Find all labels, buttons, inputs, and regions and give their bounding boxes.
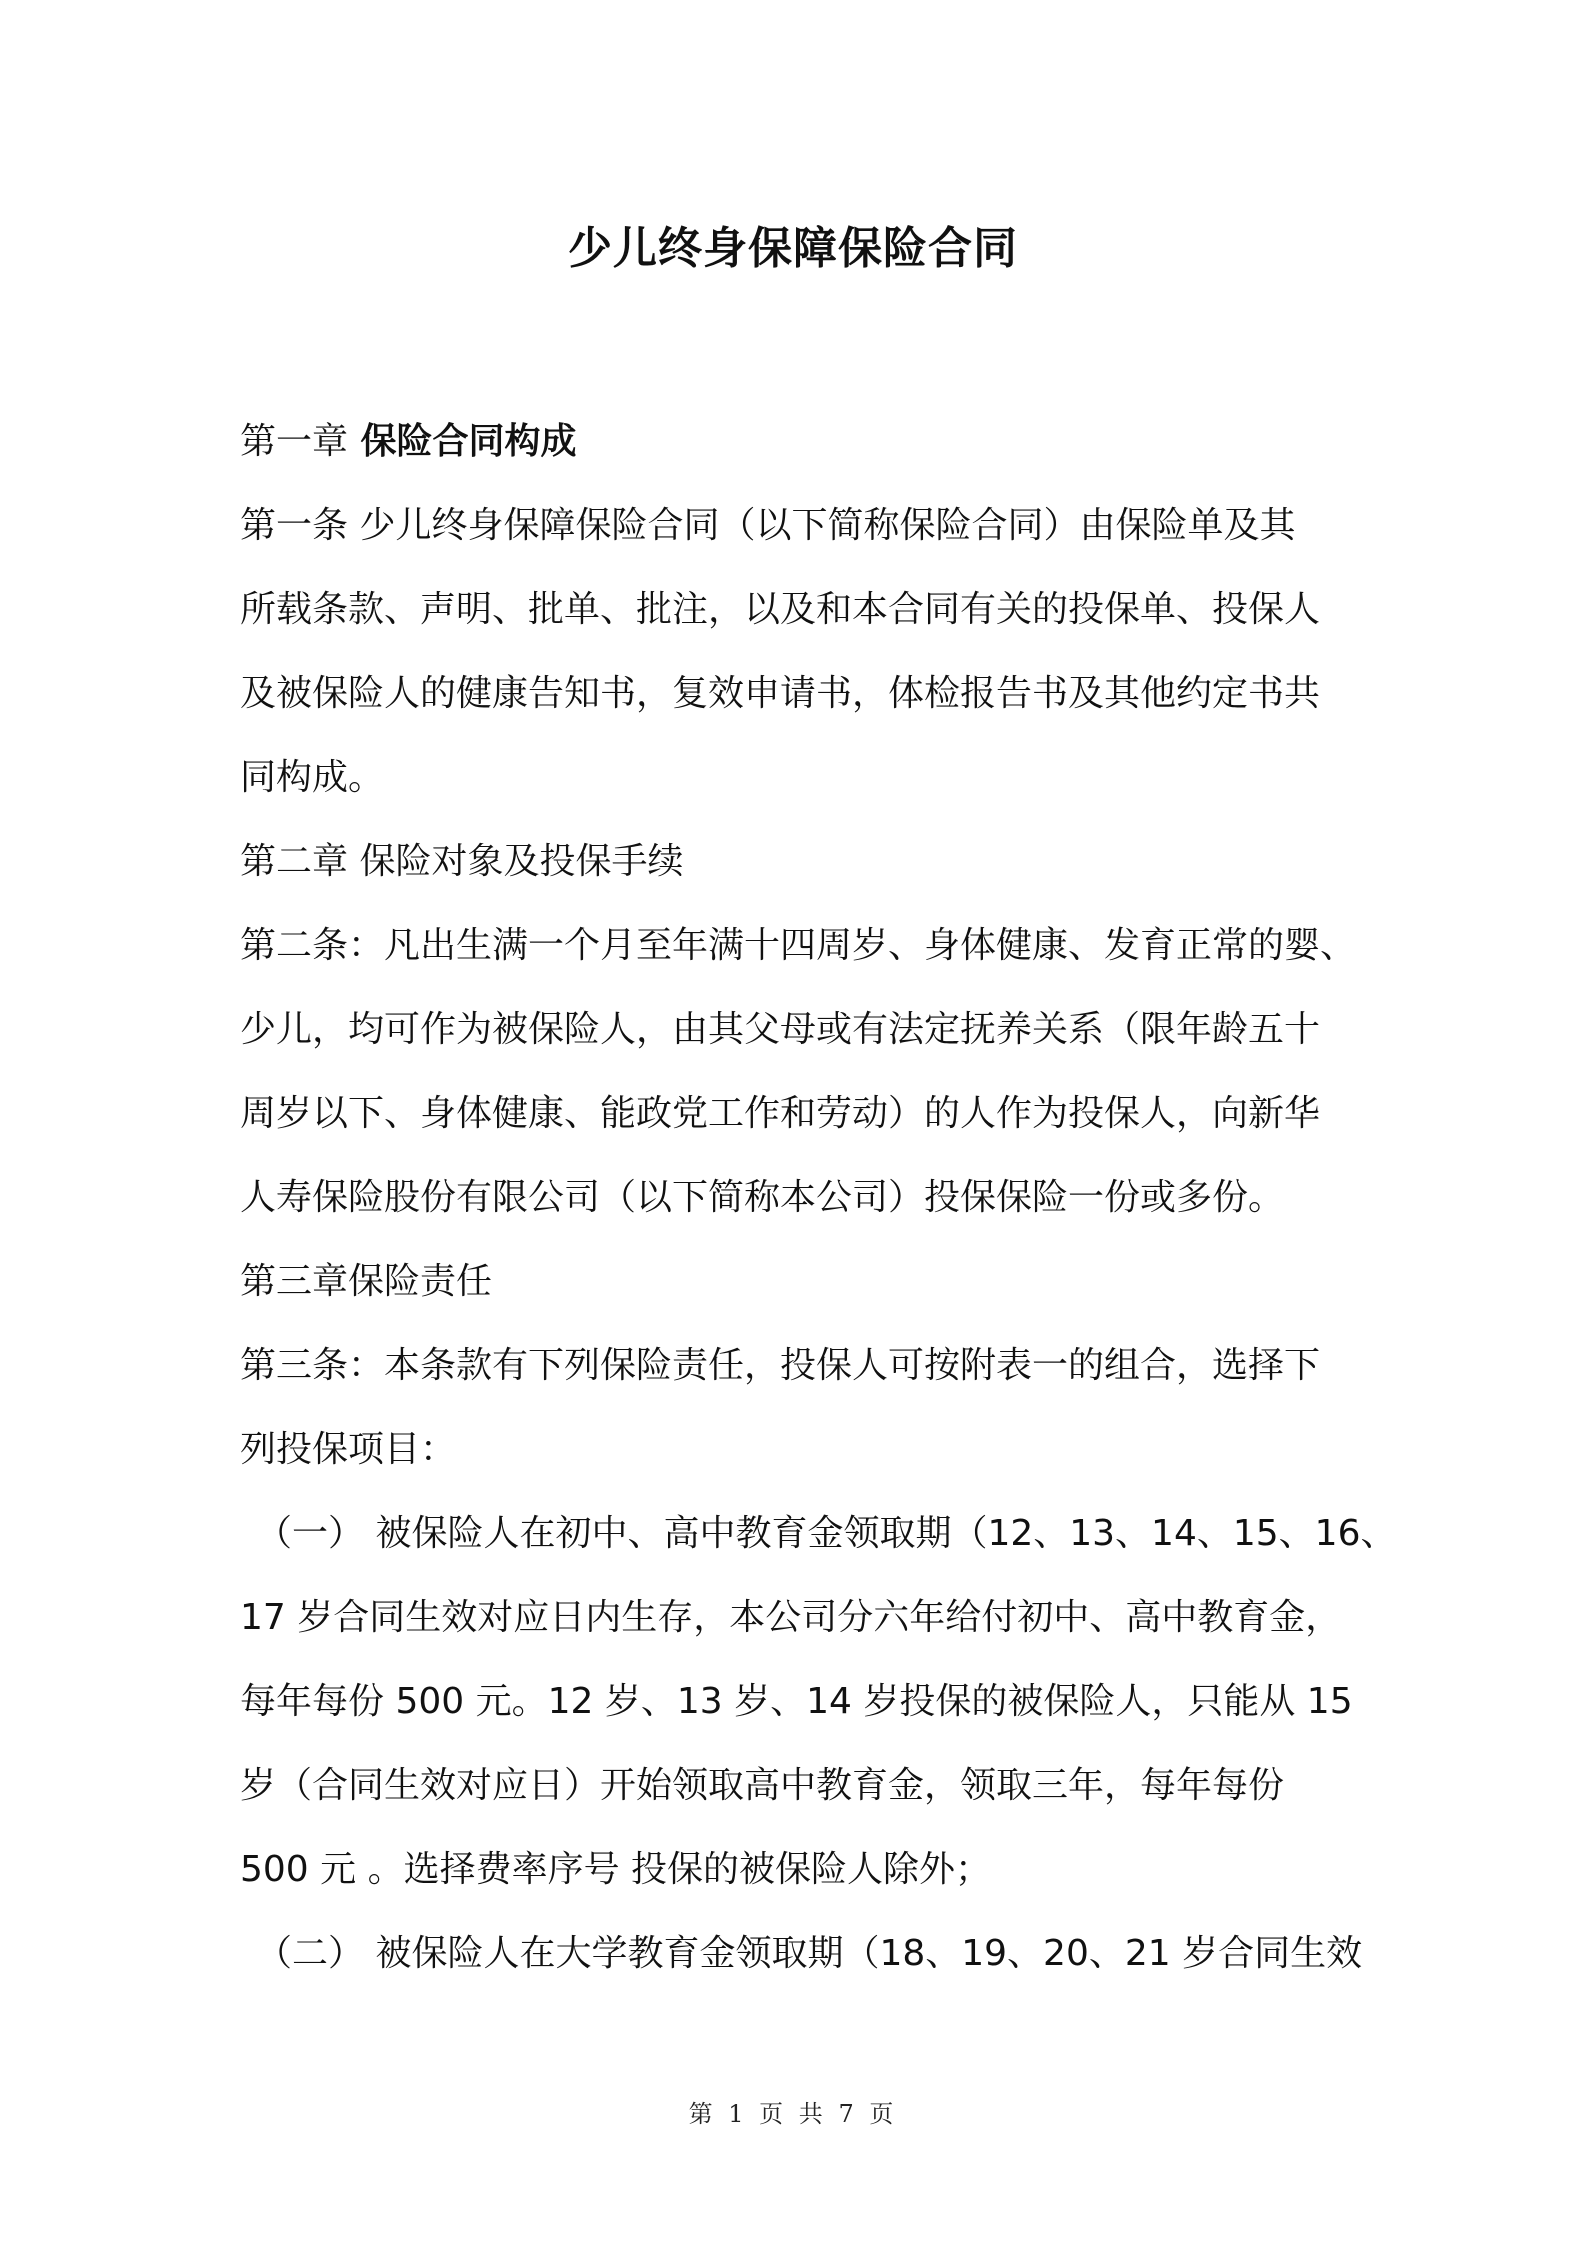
article-1-line-2: 所载条款、声明、批单、批注，以及和本合同有关的投保单、投保人 bbox=[240, 589, 1321, 630]
chapter-1-heading bbox=[240, 400, 1360, 484]
article-1-line-4: 同构成。 bbox=[240, 757, 385, 798]
item-2-line-1: （二） 被保险人在大学教育金领取期（18、19、20、21 岁合同生效 bbox=[256, 1933, 1363, 1974]
article-1-line-1 bbox=[240, 484, 1360, 568]
document-body bbox=[240, 400, 1397, 1996]
article-2-line-3: 周岁以下、身体健康、能政党工作和劳动）的人作为投保人，向新华 bbox=[240, 1093, 1321, 1134]
article-1-text: 少儿终身保障保险合同（以下简称保险合同）由保险单及其 bbox=[348, 505, 1296, 546]
article-1-label: 第一条 bbox=[240, 505, 349, 546]
article-2-line-1: 第二条：凡出生满一个月至年满十四周岁、身体健康、发育正常的婴、 bbox=[240, 925, 1357, 966]
item-1-line-4: 岁（合同生效对应日）开始领取高中教育金，领取三年，每年每份 bbox=[240, 1765, 1285, 1806]
article-3-line-1: 第三条：本条款有下列保险责任，投保人可按附表一的组合，选择下 bbox=[240, 1345, 1321, 1386]
item-1-line-1: （一） 被保险人在初中、高中教育金领取期（12、13、14、15、16、 bbox=[256, 1513, 1397, 1554]
chapter-3-heading: 第三章保险责任 bbox=[240, 1261, 493, 1302]
article-1-line-3: 及被保险人的健康告知书，复效申请书，体检报告书及其他约定书共 bbox=[240, 673, 1321, 714]
item-1-line-5: 500 元 。选择费率序号 投保的被保险人除外； bbox=[240, 1849, 992, 1890]
chapter-2-title: 保险对象及投保手续 bbox=[348, 841, 684, 882]
page-indicator: 第 1 页 共 7 页 bbox=[688, 2100, 898, 2128]
item-1-line-3: 每年每份 500 元。12 岁、13 岁、14 岁投保的被保险人，只能从 15 bbox=[240, 1681, 1353, 1722]
article-2-line-4: 人寿保险股份有限公司（以下简称本公司）投保保险一份或多份。 bbox=[240, 1177, 1285, 1218]
article-2-line-2: 少儿，均可作为被保险人，由其父母或有法定抚养关系（限年龄五十 bbox=[240, 1009, 1321, 1050]
chapter-1-title: 保险合同构成 bbox=[348, 421, 577, 462]
item-1-line-2: 17 岁合同生效对应日内生存，本公司分六年给付初中、高中教育金， bbox=[240, 1597, 1342, 1638]
chapter-2-label: 第二章 bbox=[240, 841, 349, 882]
document-title: 少儿终身保障保险合同 bbox=[568, 223, 1018, 274]
chapter-1-label: 第一章 bbox=[240, 421, 349, 462]
chapter-2-heading bbox=[240, 820, 1360, 904]
article-3-line-2: 列投保项目： bbox=[240, 1429, 457, 1470]
